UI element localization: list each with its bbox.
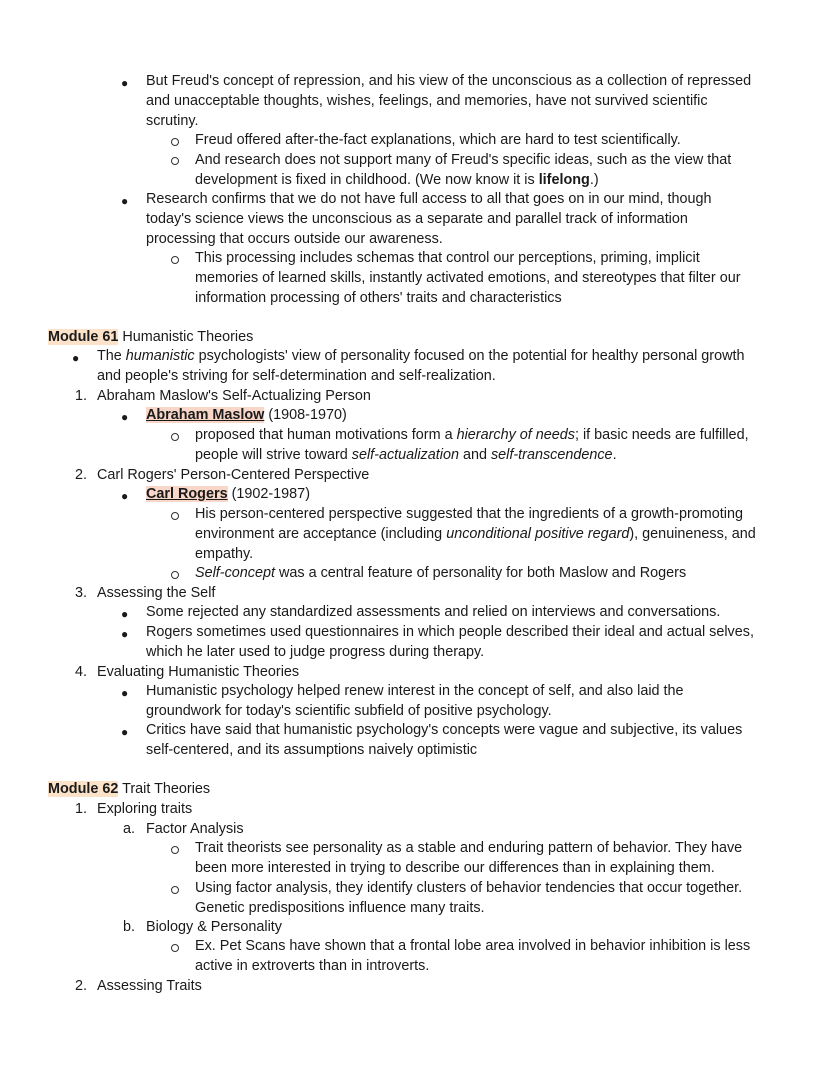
hollow-bullet-icon [171,886,179,894]
assess-bullet-1: Some rejected any standardized assessments and relied on interviews and conversations. [146,604,721,620]
freud-bullet-1-line-2: and unacceptable thoughts, wishes, feelings, and memories, have not survived scientific [146,93,708,109]
m62-heading-2: Assessing Traits [97,978,202,994]
factor-analysis-heading: Factor Analysis [146,821,244,837]
module-61-heading: Module 61 Humanistic Theories [48,329,254,345]
rogers-item: Carl Rogers (1902-1987) [146,486,310,502]
module-62-label: Module 62 [48,781,119,797]
m61-heading-3: Assessing the Self [97,585,216,601]
eval-bullet-1-line-2: groundwork for today's scientific subfield of positive psychology. [146,703,552,719]
freud-bullet-1: But Freud's concept of repression, and his view of the unconscious as a collection of repressed [146,73,752,89]
freud-sub-3-line-2: memories of learned skills, instantly activated emotions, and stereotypes that filter our [195,270,741,286]
eval-bullet-1: Humanistic psychology helped renew interest in the concept of self, and also laid the [146,683,684,699]
rogers-sub-2: Self-concept was a central feature of personality for both Maslow and Rogers [195,565,687,581]
freud-bullet-1-line-3: scrutiny. [146,113,199,129]
biology-personality-heading: Biology & Personality [146,919,282,935]
freud-bullet-2: Research confirms that we do not have full access to all that goes on in our mind, though [146,191,712,207]
bullet-icon: ● [121,607,129,621]
fa-sub-2: Using factor analysis, they identify clusters of behavior tendencies that occur together. [195,880,743,896]
bp-sub-1: Ex. Pet Scans have shown that a frontal lobe area involved in behavior inhibition is less [195,938,751,954]
list-letter: a. [122,821,135,837]
assess-bullet-2-line-2: which he later used to judge progress during therapy. [146,644,485,660]
m61-heading-1: Abraham Maslow's Self-Actualizing Person [97,388,371,404]
freud-sub-2-line-2: development is fixed in childhood. (We now know it is lifelong.) [195,172,599,188]
hollow-bullet-icon [171,157,179,165]
hollow-bullet-icon [171,944,179,952]
bullet-icon: ● [121,489,129,503]
m62-heading-1: Exploring traits [97,801,193,817]
list-number: 2. [74,467,87,483]
list-number: 2. [74,978,87,994]
list-letter: b. [122,919,135,935]
hollow-bullet-icon [171,571,179,579]
rogers-sub-1-line-3: empathy. [195,546,254,562]
eval-bullet-2-line-2: self-centered, and its assumptions naively optimistic [146,742,478,758]
rogers-sub-1-line-2: environment are acceptance (including unconditional positive regard), genuineness, and [195,526,756,542]
hollow-bullet-icon [171,846,179,854]
hollow-bullet-icon [171,138,179,146]
bp-sub-1-line-2: active in extroverts than in introverts. [195,958,430,974]
eval-bullet-2: Critics have said that humanistic psychology's concepts were vague and subjective, its values [146,722,743,738]
rogers-link[interactable]: Carl Rogers [146,486,228,502]
list-number: 4. [74,664,87,680]
bullet-icon: ● [121,76,129,90]
maslow-link[interactable]: Abraham Maslow [146,407,265,423]
m61-intro: The humanistic psychologists' view of personality focused on the potential for healthy personal growth [97,348,745,364]
freud-sub-2: And research does not support many of Freud's specific ideas, such as the view that [195,152,732,168]
freud-bullet-2-line-2: today's science views the unconscious as a separate and parallel track of information [146,211,688,227]
module-61-label: Module 61 [48,329,119,345]
bullet-icon: ● [121,686,129,700]
lifelong-bold: lifelong [538,172,590,188]
hollow-bullet-icon [171,433,179,441]
module-62-heading: Module 62 Trait Theories [48,781,211,797]
maslow-sub-1: proposed that human motivations form a hierarchy of needs; if basic needs are fulfilled, [195,427,749,443]
maslow-item: Abraham Maslow (1908-1970) [146,407,347,423]
list-number: 1. [74,801,87,817]
bullet-icon: ● [72,351,80,365]
fa-sub-1-line-2: been more interested in trying to describe our differences than in explaining them. [195,860,715,876]
assess-bullet-2: Rogers sometimes used questionnaires in which people described their ideal and actual selves, [146,624,754,640]
freud-sub-3: This processing includes schemas that control our perceptions, priming, implicit [195,250,700,266]
freud-bullet-2-line-3: processing that occurs outside our awareness. [146,231,443,247]
hollow-bullet-icon [171,256,179,264]
freud-sub-1: Freud offered after-the-fact explanations, which are hard to test scientifically. [195,132,681,148]
bullet-icon: ● [121,725,129,739]
freud-sub-3-line-3: information processing of others' traits and characteristics [195,290,562,306]
bullet-icon: ● [121,194,129,208]
list-number: 1. [74,388,87,404]
rogers-sub-1: His person-centered perspective suggested that the ingredients of a growth-promoting [195,506,743,522]
bullet-icon: ● [121,410,129,424]
bullet-icon: ● [121,627,129,641]
m61-heading-4: Evaluating Humanistic Theories [97,664,300,680]
list-number: 3. [74,585,87,601]
maslow-sub-1-line-2: people will strive toward self-actualization and self-transcendence. [195,447,617,463]
m61-intro-line-2: and people's striving for self-determination and self-realization. [97,368,496,384]
fa-sub-1: Trait theorists see personality as a stable and enduring pattern of behavior. They have [195,840,743,856]
fa-sub-2-line-2: Genetic predispositions influence many traits. [195,900,485,916]
hollow-bullet-icon [171,512,179,520]
m61-heading-2: Carl Rogers' Person-Centered Perspective [97,467,370,483]
